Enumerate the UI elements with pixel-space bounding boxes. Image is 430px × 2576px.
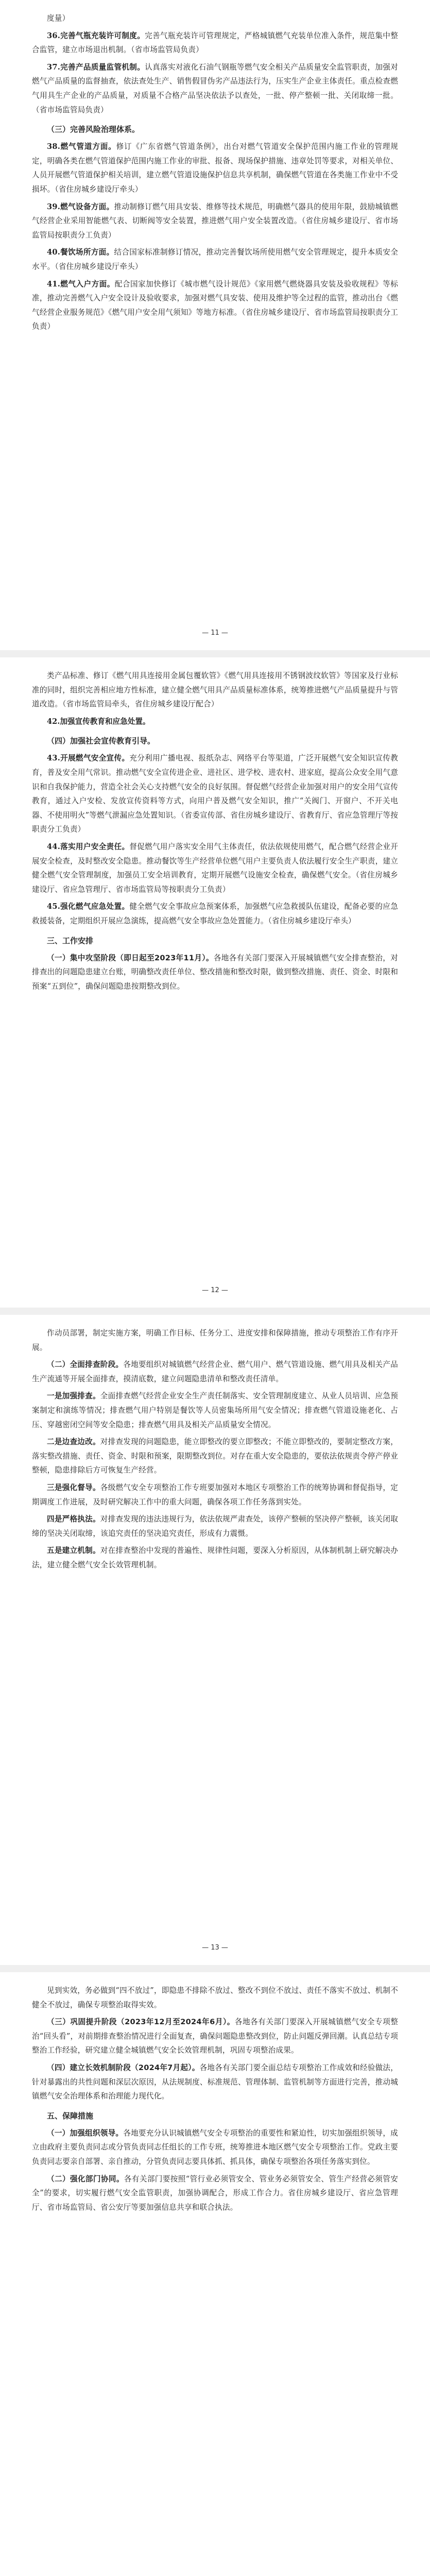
paragraph-text: 健全燃气安全事故应急预案体系，加强燃气应急救援队伍建设，配备必要的应急救援装备，定期组织开展应急演练，提高燃气安全事故应急处置能力。（省住房城乡建设厅牵头） bbox=[32, 902, 398, 925]
paragraph-text: 配合国家加快修订《城市燃气设计规范》《家用燃气燃烧器具安装及验收规程》等标准，推动完善燃气入户安全设计及验收要求，加强对燃气具安装、使用及维护等全过程的监管，推动出台《燃气经营企业服务规范》《燃气用户安全用气须知》等地方标准。（省住房城乡建设厅、省市场监管局按职责分工负责） bbox=[32, 279, 398, 331]
paragraph-lead: （二）全面排查阶段。 bbox=[47, 1360, 124, 1369]
paragraph: 见到实效，务必做到“四不放过”，即隐患不排除不放过、整改不到位不放过、责任不落实不放过、机制不健全不放过，确保专项整治取得实效。 bbox=[32, 1986, 398, 2009]
section-heading: 42.加强宣传教育和应急处置。 bbox=[47, 717, 150, 726]
paragraph-text: 各地各有关部门要深入开展城镇燃气安全专项整治“回头看”，对前期排查整治情况进行全面复查，确保问题隐患整改到位，防止问题反弹回潮。认真总结专项整治工作经验，研究建立健全城镇燃气安全长效管理机制，巩固专项整治成果。 bbox=[32, 2018, 399, 2055]
page bbox=[0, 657, 430, 1308]
paragraph bbox=[32, 1435, 398, 1478]
paragraph-text: 各地各有关部门要深入开展城镇燃气安全排查整治，对排查出的问题隐患建立台账，明确整改责任单位、整改措施和整改时限，做到整改措施、责任、资金、时限和预案“五到位”，确保问题隐患按期整改到位。 bbox=[32, 953, 398, 991]
paragraph bbox=[32, 2015, 398, 2058]
paragraph bbox=[32, 245, 398, 274]
paragraph-text: 对排查发现的问题隐患，能立即整改的要立即整改；不能立即整改的，要制定整改方案，落实整改措施、责任、资金、时限和预案，限期整改到位。对存在重大安全隐患的，要依法依规责令停产停业整顿，隐患排除后方可恢复生产经营。 bbox=[32, 1437, 398, 1475]
paragraph-text: 结合国家标准制修订情况，推动完善餐饮场所使用燃气安全管理规定，提升本质安全水平。（省住房城乡建设厅牵头） bbox=[32, 248, 399, 271]
paragraph-text: 推动制修订燃气用具安装、维修等技术规范，明确燃气器具的使用年限，鼓励城镇燃气经营企业采用智能燃气表、切断阀等安全装置，推进燃气用户安全装置改造。（省住房城乡建设厅、省市场监管局按职责分工负责） bbox=[32, 202, 399, 240]
paragraph-lead: 39.燃气设备方面。 bbox=[47, 202, 114, 211]
paragraph-lead: 二是边查边改。 bbox=[47, 1437, 100, 1447]
section-heading: （三）完善风险治理体系。 bbox=[47, 125, 140, 134]
paragraph: 类产品标准、修订《燃气用具连接用金属包覆软管》《燃气用具连接用不锈钢波纹软管》等国家及行业标准的同时，组织完善相应地方性标准，建立健全燃气用具产品质量标准体系，统筹推进燃气产品质量提升与管道改造。（省市场监管局牵头，省住房城乡建设厅配合） bbox=[32, 671, 398, 709]
paragraph-lead: （三）巩固提升阶段（2023年12月至2024年6月）。 bbox=[47, 2018, 235, 2027]
paragraph-text: 完善气瓶充装许可管理规定，严格城镇燃气充装单位准入条件，规范集中整合监管，建立市场退出机制。（省市场监管局负责） bbox=[32, 31, 398, 55]
paragraph bbox=[32, 29, 398, 57]
paragraph-text: 各地各有关部门要全面总结专项整治工作成效和经验做法，针对暴露出的共性问题和深层次原因，从法规制度、标准规范、管理体制、监管机制等方面进行完善，推动城镇燃气安全治理体系和治理能力现代化。 bbox=[32, 2063, 399, 2101]
paragraph-text: 充分利用广播电视、报纸杂志、网络平台等渠道，广泛开展燃气安全知识宣传教育，普及安全用气常识。推动燃气安全宣传进企业、进社区、进学校、进农村、进家庭，提高公众安全用气意识和自我保护能力，营造全社会关心支持燃气安全的良好氛围。督促燃气经营企业加强对用户的安全用气宣传教育，通过入户安检、发放宣传资料等方式，向用户普及燃气安全知识，推广“关阀门、开窗户、不开关电器、不使用明火”等燃气泄漏应急处置知识。（省委宣传部、省住房城乡建设厅、省教育厅、省应急管理厅等按职责分工负责） bbox=[32, 754, 398, 834]
paragraph-lead: 37.完善产品质量监管机制。 bbox=[47, 62, 145, 72]
paragraph-lead: 40.餐饮场所方面。 bbox=[47, 248, 114, 257]
paragraph-text: 各有关部门要按照“管行业必须管安全、管业务必须管安全、管生产经营必须管安全”的要求，切实履行燃气安全监管职责，加强协调配合，形成工作合力。省住房城乡建设厅、省应急管理厅、省市场监管局、省公安厅等要加强信息共享和联合执法。 bbox=[32, 2174, 398, 2212]
paragraph-text: 对排查发现的违法违规行为，依法依规严肃查处，该停产整顿的坚决停产整顿，该关闭取缔的坚决关闭取缔，该追究责任的坚决追究责任，形成有力震慑。 bbox=[32, 1515, 398, 1538]
paragraph-lead: 四是严格执法。 bbox=[47, 1515, 100, 1524]
paragraph bbox=[32, 60, 398, 117]
page-body bbox=[32, 11, 398, 337]
paragraph bbox=[32, 1481, 398, 1509]
paragraph bbox=[32, 951, 398, 994]
paragraph bbox=[32, 840, 398, 896]
paragraph-lead: 36.完善气瓶充装许可制度。 bbox=[47, 31, 145, 40]
paragraph bbox=[32, 751, 398, 837]
paragraph-lead: （一）加强组织领导。 bbox=[47, 2128, 124, 2138]
page-body bbox=[32, 1984, 398, 2217]
page-gap bbox=[0, 1965, 430, 1972]
page-gap bbox=[0, 1308, 430, 1315]
paragraph-lead: 44.落实用户安全责任。 bbox=[47, 842, 130, 851]
paragraph bbox=[32, 140, 398, 196]
page-number: — 11 — bbox=[202, 629, 228, 637]
paragraph-lead: 三是强化督导。 bbox=[47, 1483, 100, 1492]
paragraph-lead: 一是加强排查。 bbox=[47, 1392, 100, 1401]
paragraph-lead: （四）建立长效机制阶段（2024年7月起）。 bbox=[47, 2063, 200, 2072]
paragraph-text: 对在排查整治中发现的普遍性、规律性问题，要深入分析原因，从体制机制上研究解决办法，建立健全燃气安全长效管理机制。 bbox=[32, 1546, 398, 1569]
paragraph bbox=[32, 1358, 398, 1386]
paragraph-text: 督促燃气用户落实安全用气主体责任，依法依规使用燃气，配合燃气经营企业开展安全检查，及时整改安全隐患。推动餐饮等生产经营单位燃气用户主要负责人依法履行安全生产职责，建立健全燃气安全管理制度，加强员工安全培训教育，定期开展燃气设施安全检查，确保燃气安全。（省住房城乡建设厅、省应急管理厅、省市场监管局等按职责分工负责） bbox=[32, 842, 398, 894]
section-heading: 五、保障措施 bbox=[47, 2111, 94, 2121]
paragraph-text: 认真落实对液化石油气钢瓶等燃气安全相关产品质量安全监管职责，加强对燃气产品质量的监督抽查，依法查处生产、销售假冒伪劣产品违法行为，压实生产企业主体责任。重点检查燃气用具生产企业的产品质量，对质量不合格产品坚决依法予以查处，一批、停产整顿一批、关闭取缔一批。（省市场监管局负责） bbox=[32, 62, 398, 114]
paragraph-lead: 五是建立机制。 bbox=[47, 1546, 100, 1555]
paragraph bbox=[32, 2126, 398, 2169]
paragraph bbox=[32, 1512, 398, 1540]
paragraph bbox=[32, 200, 398, 243]
paragraph bbox=[32, 2061, 398, 2104]
page-body bbox=[32, 669, 398, 996]
paragraph-text: 修订《广东省燃气管道条例》，出台对燃气管道安全保护范围内施工作业的管理规定，明确各类在燃气管道保护范围内施工作业的审批、报备、现场保护措施、违章处罚等要求，对相关单位、人员开展燃气管道保护相关培训，建立燃气管道设施保护信息共享机制，确保燃气管道在各类施工作业中不受损坏。（省住房城乡建设厅牵头） bbox=[32, 142, 399, 194]
paragraph-text: 各地要充分认识城镇燃气安全专项整治的重要性和紧迫性，切实加强组织领导，成立由政府主要负责同志或分管负责同志任组长的工作专班，统筹推进本地区燃气安全专项整治工作。党政主要负责同志要亲自部署、亲自推动，分管负责同志要具体抓、抓具体，确保专项整治各项任务落实到位。 bbox=[32, 2128, 398, 2166]
paragraph-lead: （一）集中攻坚阶段（即日起至2023年11月）。 bbox=[47, 953, 214, 962]
page-number: — 12 — bbox=[202, 1286, 228, 1294]
page-gap bbox=[0, 650, 430, 657]
page bbox=[0, 1315, 430, 1965]
paragraph-text: 各级燃气安全专项整治工作专班要加强对本地区专项整治工作的统筹协调和督促指导，定期调度工作进展，及时研究解决工作中的重大问题，确保各项工作任务落到实处。 bbox=[32, 1483, 398, 1506]
paragraph-lead: 43.开展燃气安全宣传。 bbox=[47, 754, 130, 763]
section-heading: 三、工作安排 bbox=[47, 936, 94, 945]
page-number: — 13 — bbox=[202, 1944, 228, 1952]
paragraph bbox=[32, 277, 398, 334]
paragraph bbox=[32, 1389, 398, 1432]
paragraph-lead: 45.强化燃气应急处置。 bbox=[47, 902, 130, 911]
paragraph-lead: （二）强化部门协同。 bbox=[47, 2174, 124, 2183]
paragraph bbox=[32, 900, 398, 928]
paragraph bbox=[32, 1544, 398, 1572]
paragraph-text: 全面排查燃气经营企业安全生产责任制落实、安全管理制度建立、从业人员培训、应急预案制定和演练等情况；排查燃气用户特别是餐饮等人员密集场所用气安全情况；排查燃气管道设施老化、占压、穿越密闭空间等安全隐患；排查燃气用具及相关产品质量安全情况。 bbox=[32, 1392, 398, 1429]
paragraph-lead: 38.燃气管道方面。 bbox=[47, 142, 116, 151]
page-body bbox=[32, 1326, 398, 1575]
paragraph: 度量） bbox=[47, 14, 70, 23]
paragraph-text: 各地要组织对城镇燃气经营企业、燃气用户、燃气管道设施、燃气用具及相关产品生产流通等开展全面排查，摸清底数，建立问题隐患清单和整改责任清单。 bbox=[32, 1360, 398, 1383]
section-heading: （四）加强社会宣传教育引导。 bbox=[47, 736, 156, 746]
paragraph-lead: 41.燃气入户方面。 bbox=[47, 279, 115, 289]
page bbox=[0, 1972, 430, 2576]
page bbox=[0, 0, 430, 650]
paragraph bbox=[32, 2172, 398, 2215]
paragraph: 作动员部署，制定实施方案，明确工作目标、任务分工、进度安排和保障措施，推动专项整治工作有序开展。 bbox=[32, 1329, 398, 1352]
